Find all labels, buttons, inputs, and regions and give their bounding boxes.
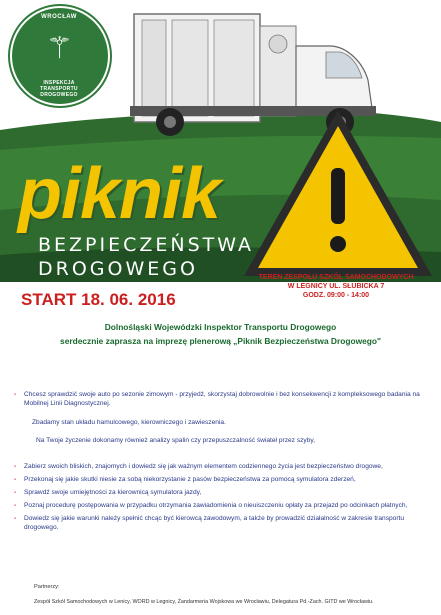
event-location: [236, 273, 436, 300]
list-item: - Sprawdź swoje umiejętności za kierownicą symulatora jazdy,: [14, 488, 434, 497]
logo-org-text: INSPEKCJA TRANSPORTU DROGOWEGO: [40, 80, 78, 98]
list-item: - Zabierz swoich bliskich, znajomych i dowiedz się jak ważnym elementem codziennego życia jest bezpieczeństwo drogowe,: [14, 462, 434, 471]
location-line1: TEREN ZESPOŁU SZKÓŁ SAMOCHODOWYCH: [258, 274, 414, 281]
start-date: START 18. 06. 2016: [21, 290, 176, 309]
event-subtitle-line1: BEZPIECZEŃSTWA: [38, 234, 255, 256]
list-item: - Chcesz sprawdzić swoje auto po sezonie zimowym - przyjedź, skorzystaj dobrowolnie i bez konsekwencji z kompleksowego badania na Mobilnej Linii Diagnostycznej.: [14, 390, 434, 408]
organizer-invitation: [0, 320, 441, 348]
paragraph-brakes: Zbadamy stan układu hamulcowego, kierowniczego i zawieszenia.: [32, 419, 226, 426]
partners-heading: Partnerzy:: [34, 584, 60, 590]
list-item: - Poznaj procedurę postępowania w przypadku otrzymania zawiadomienia o nieuiszczeniu opłaty za przejazd po odcinkach płatnych,: [14, 501, 434, 510]
logo-city-text: WROCŁAW: [41, 14, 77, 20]
organizer-line1: Dolnośląski Wojewódzki Inspektor Transportu Drogowego: [104, 322, 337, 332]
event-subtitle-line2: DROGOWEGO: [38, 258, 198, 280]
partners-list: Zespół Szkół Samochodowych w Lenicy, WORD w Legnicy, Żandarmeria Wojskowa we Wrocławiu, Delegatura Pd.-Zach. GITD we Wrocławiu.: [34, 599, 374, 605]
bullet-list-top: [14, 390, 434, 408]
list-item: - Przekonaj się jakie skutki niesie za sobą niekorzystanie z pasów bezpieczeństwa za pomocą symulatora zderzeń,: [14, 475, 434, 484]
bullet-list-main: [14, 462, 434, 532]
paragraph-exhaust: Na Twoje życzenie dokonamy również analizy spalin czy przepuszczalność świateł przez szyby,: [36, 437, 316, 444]
organizer-line2: serdecznie zaprasza na imprezę plenerową „Piknik Bezpieczeństwa Drogowego": [60, 336, 381, 346]
hero-banner: [0, 0, 441, 282]
location-line2: W LEGNICY UL. SŁUBICKA 7: [287, 283, 385, 290]
itd-emblem-icon: ⚚: [46, 32, 73, 65]
list-item: - Dowiedz się jakie warunki należy spełnić chcąc być kierowcą zawodowym, a także by prowadzić działalność w zakresie transportu drogowego.: [14, 514, 434, 532]
location-hours: GODZ. 09:00 - 14:00: [302, 292, 370, 299]
event-title: piknik: [18, 154, 221, 234]
